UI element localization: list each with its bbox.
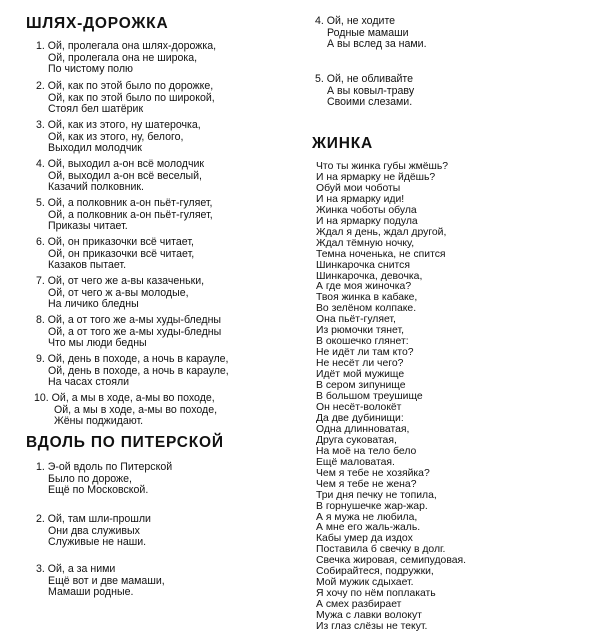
poem-line: Во зелёном колпаке. [316, 303, 417, 315]
poem-line: Ждал тёмную ночку, [316, 237, 415, 249]
poem-line: Она пьёт-гуляет, [316, 314, 396, 326]
verse-line: 3. Ой, а за ними [36, 563, 116, 575]
verse-line: 4. Ой, выходил а-он всё молодчик [36, 158, 205, 170]
verse-line: Приказы читает. [48, 220, 128, 233]
verse-line: На личико бледны [48, 298, 139, 311]
verse-line: 5. Ой, а полковник а-он пьёт-гуляет, [36, 197, 213, 209]
verse-7 [36, 276, 204, 311]
poem-line: А где моя жиночка? [316, 281, 412, 293]
verse-line: Жёны поджидают. [54, 415, 144, 428]
poem-line: Что ты жинка губы жмёшь? [316, 161, 449, 172]
verse-line: 1. Э-ой вдоль по Питерской [36, 461, 173, 473]
verse-line: 6. Ой, он приказочки всё читает, [36, 236, 194, 248]
verse-line: 5. Ой, не обливайте [315, 73, 414, 85]
poem-line: Не несёт ли чего? [316, 358, 404, 370]
verse-line: Ещё по Московской. [48, 484, 149, 497]
verse-line: Казаков пытает. [48, 259, 127, 272]
poem-line: Мужа с лавки волокут [316, 610, 422, 622]
poem-line: Обуй мои чоботы [316, 182, 401, 194]
verse-line: Выходил молодчик [48, 142, 142, 155]
poem-zhinka [316, 162, 466, 633]
poem-line: Собирайтеся, подружки, [316, 566, 434, 578]
poem-line: Шинкарочка, девочка, [316, 270, 423, 282]
verse-line: Ой, день в походе, а ночь в карауле, [48, 364, 229, 377]
poem-line: И на ярмарку не йдёшь? [316, 171, 436, 183]
verse-line: Ой, а мы в ходе, а-мы во походе, [54, 403, 218, 416]
poem-line: Мой мужик сдыхает. [316, 577, 414, 589]
poem-line: Жинка чоботы обула [316, 204, 417, 216]
verse-line: На часах стояли [48, 376, 130, 389]
verse-line: 4. Ой, не ходите [315, 15, 396, 27]
verse-vdol-5 [315, 74, 414, 109]
verse-1 [36, 41, 216, 76]
poem-line: В горнушечке жар-жар. [316, 500, 428, 512]
poem-line: Идёт мой мужище [316, 369, 405, 381]
poem-line: А мне его жаль-жаль. [316, 522, 421, 534]
verse-vdol-1 [36, 462, 172, 497]
verse-line: Ой, пролегала она не широка, [48, 51, 198, 64]
poem-line: А я мужа не любила, [316, 511, 418, 523]
verse-6 [36, 237, 194, 272]
song-title-zhinka: ЖИНКА [312, 135, 373, 152]
poem-line: Да две дубинищи: [316, 412, 404, 424]
poem-line: Шинкарочка снится [316, 259, 411, 271]
verse-line: Что мы люди бедны [48, 337, 147, 350]
verse-line: Ой, а от того же а-мы худы-бледны [48, 325, 222, 338]
verse-10 [34, 393, 217, 428]
verse-vdol-4 [315, 16, 427, 51]
verse-line: 2. Ой, как по этой было по дорожке, [36, 80, 214, 92]
poem-line: Ещё маловатая. [316, 456, 395, 468]
verse-line: 2. Ой, там шли-прошли [36, 513, 151, 525]
poem-line: И на ярмарку подула [316, 215, 418, 227]
poem-line: В окошечко глянет: [316, 336, 409, 348]
poem-line: А смех разбирает [316, 599, 402, 611]
verse-line: 9. Ой, день в походе, а ночь в карауле, [36, 353, 229, 365]
poem-line: Одна длинноватая, [316, 423, 410, 435]
verse-line: Ещё вот и две мамаши, [48, 574, 165, 587]
verse-line: 3. Ой, как из этого, ну шатерочка, [36, 119, 201, 131]
poem-line: Я хочу по нём поплакать [316, 588, 436, 600]
verse-vdol-3 [36, 564, 165, 599]
verse-line: 1. Ой, пролегала она шлях-дорожка, [36, 40, 217, 52]
verse-line: Ой, как из этого, ну, белого, [48, 130, 184, 143]
poem-line: Поставила б свечку в долг. [316, 544, 446, 556]
verse-5 [36, 198, 213, 233]
verse-line: Своими слезами. [327, 96, 413, 109]
verse-line: Ой, а полковник а-он пьёт-гуляет, [48, 208, 213, 221]
verse-line: 7. Ой, от чего же а-вы казаченьки, [36, 275, 205, 287]
verse-line: Ой, от чего ж а-вы молодые, [48, 286, 189, 299]
verse-line: Казачий полковник. [48, 181, 144, 194]
verse-line: А вы вслед за нами. [327, 38, 427, 51]
poem-line: И на ярмарку иди! [316, 193, 405, 205]
poem-line: Друга суковатая, [316, 434, 397, 446]
song-title-vdol: ВДОЛЬ ПО ПИТЕРСКОЙ [26, 434, 224, 451]
poem-line: Кабы умер да издох [316, 533, 413, 545]
verse-line: Стоял бел шатёрик [48, 103, 144, 116]
poem-line: Из глаз слёзы не текут. [316, 621, 428, 633]
verse-line: По чистому полю [48, 63, 133, 76]
poem-line: Ждал я день, ждал другой, [316, 226, 447, 238]
verse-line: Родные мамаши [327, 26, 409, 39]
verse-line: Ой, как по этой было по широкой, [48, 91, 215, 104]
poem-line: Чем я тебе не хозяйка? [316, 467, 430, 479]
poem-line: Не идёт ли там кто? [316, 347, 414, 359]
verse-line: Служивые не наши. [48, 536, 147, 549]
verse-line: 8. Ой, а от того же а-мы худы-бледны [36, 314, 222, 326]
verse-4 [36, 159, 204, 194]
poem-line: Три дня печку не топила, [316, 489, 437, 501]
verse-line: 10. Ой, а мы в ходе, а-мы во походе, [34, 392, 215, 404]
verse-line: Ой, выходил а-он всё веселый, [48, 169, 202, 182]
verse-line: Ой, он приказочки всё читает, [48, 247, 195, 260]
verse-9 [36, 354, 229, 389]
poem-line: Он несёт-волокёт [316, 401, 402, 413]
poem-line: Чем я тебе не жена? [316, 478, 417, 490]
verse-vdol-2 [36, 514, 151, 549]
poem-line: Твоя жинка в кабаке, [316, 292, 418, 304]
verse-line: А вы ковыл-траву [327, 84, 415, 97]
poem-line: Из рюмочки тянет, [316, 325, 404, 337]
verse-line: Было по дороже, [48, 472, 132, 485]
verse-line: Они два служивых [48, 524, 140, 537]
verse-line: Мамаши родные. [48, 586, 134, 599]
verse-3 [36, 120, 201, 155]
verse-2 [36, 81, 215, 116]
poem-line: Темна ноченька, не спится [316, 248, 446, 260]
poem-line: В сером зипунище [316, 380, 406, 392]
verse-8 [36, 315, 221, 350]
poem-line: На моё на тело бело [316, 445, 417, 457]
poem-line: Свечка жировая, семипудовая. [316, 555, 467, 567]
poem-line: В большом треушище [316, 391, 423, 403]
song-title-shlyakh: ШЛЯХ-ДОРОЖКА [26, 15, 169, 32]
